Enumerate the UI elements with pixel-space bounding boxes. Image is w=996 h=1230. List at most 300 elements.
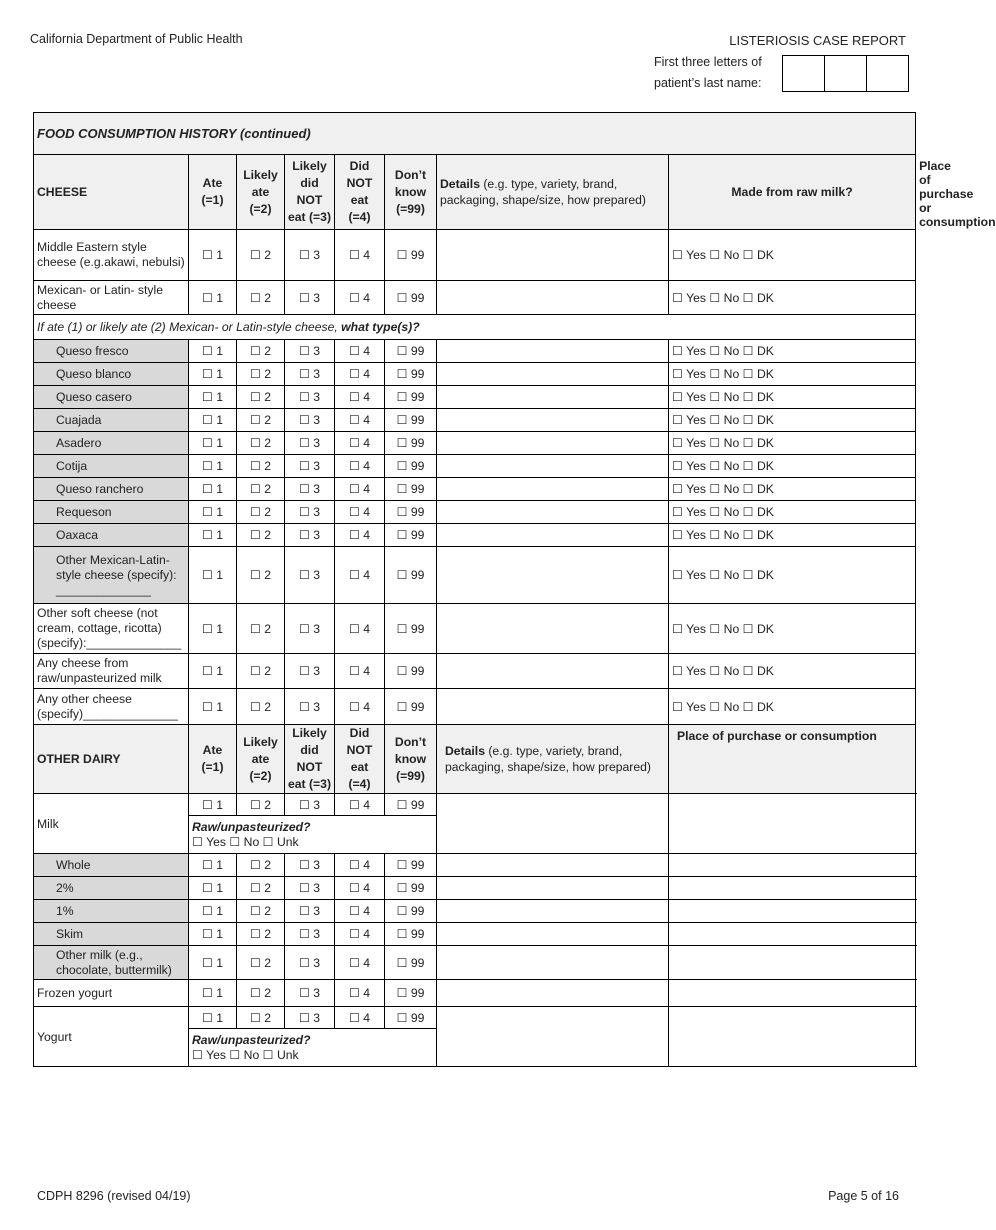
milk-type-2-place[interactable]	[669, 877, 916, 900]
cheese-subtype-2-choice-2[interactable]	[237, 363, 285, 386]
checkbox-3: ☐ 3	[298, 621, 321, 636]
milk-type-1-place[interactable]	[669, 854, 916, 877]
raw-question-label: Raw/unpasteurized?	[192, 1032, 311, 1047]
checkbox-99: ☐ 99	[396, 290, 425, 305]
checkbox-1: ☐ 1	[201, 621, 224, 636]
cheese-subtype-5-choice-4[interactable]	[335, 432, 385, 455]
col-likely-not-line2: did NOT	[296, 176, 323, 207]
cheese-subtype-5-choice-1[interactable]	[189, 432, 237, 455]
cheese-subtype-9-choice-1[interactable]	[189, 524, 237, 547]
milk-type-2-choice-1[interactable]	[189, 877, 237, 900]
checkbox-1: ☐ 1	[201, 290, 224, 305]
milk-type-3-choice-99[interactable]	[385, 900, 437, 923]
yes-no-dk-options: ☐ Yes ☐ No ☐ DK	[672, 367, 774, 381]
mexican-latin-details[interactable]	[437, 281, 669, 315]
mexican-latin-choice-1[interactable]	[189, 281, 237, 315]
yogurt-details[interactable]	[437, 1007, 669, 1067]
checkbox-3: ☐ 3	[298, 390, 321, 404]
cheese-subtype-4-choice-1[interactable]	[189, 409, 237, 432]
checkbox-4: ☐ 4	[348, 413, 371, 427]
cheese-subtype-2-choice-99[interactable]	[385, 363, 437, 386]
checkbox-2: ☐ 2	[249, 344, 272, 358]
col-details-header	[437, 725, 669, 794]
any-raw-cheese-choice-3[interactable]	[285, 654, 335, 689]
cheese-subtype-8-choice-3[interactable]	[285, 501, 335, 524]
checkbox-2: ☐ 2	[249, 927, 272, 941]
cheese-subtype-5-label: Asadero	[34, 432, 189, 455]
cheese-subtype-9-raw-milk[interactable]	[669, 524, 916, 547]
cheese-row	[34, 604, 916, 654]
checkbox-3: ☐ 3	[298, 436, 321, 450]
checkbox-2: ☐ 2	[249, 881, 272, 895]
checkbox-2: ☐ 2	[249, 904, 272, 918]
col-ate-header	[189, 725, 237, 794]
cheese-subtype-4-choice-99[interactable]	[385, 409, 437, 432]
mexican-latin-choice-3[interactable]	[285, 281, 335, 315]
checkbox-4: ☐ 4	[348, 436, 371, 450]
checkbox-4: ☐ 4	[348, 797, 371, 812]
checkbox-2: ☐ 2	[249, 248, 272, 262]
milk-raw-question[interactable]	[189, 816, 437, 854]
place-label: Place of purchase or consumption	[919, 159, 996, 229]
mexican-latin-raw-milk[interactable]	[669, 281, 916, 315]
letter-box-2[interactable]	[825, 56, 867, 91]
yogurt-choice-3[interactable]	[285, 1007, 335, 1029]
cheese-subtype-1-choice-1[interactable]	[189, 340, 237, 363]
mexican-latin-label: Mexican- or Latin- style cheese	[34, 281, 189, 315]
checkbox-3: ☐ 3	[298, 955, 321, 970]
milk-type-4-place[interactable]	[669, 923, 916, 946]
cheese-subtype-3-choice-3[interactable]	[285, 386, 335, 409]
dairy-row	[34, 946, 916, 980]
milk-place[interactable]	[669, 794, 916, 854]
checkbox-4: ☐ 4	[348, 290, 371, 305]
frozen-yogurt-choice-1[interactable]	[189, 980, 237, 1007]
checkbox-1: ☐ 1	[201, 797, 224, 812]
checkbox-99: ☐ 99	[396, 459, 425, 473]
cheese-subtype-1-choice-4[interactable]	[335, 340, 385, 363]
milk-type-3-label: 1%	[34, 900, 189, 923]
name-label-line1: First three letters of	[654, 55, 762, 69]
other-soft-cheese-label: Other soft cheese (not cream, cottage, ricotta) (specify):______________	[34, 604, 189, 654]
milk-type-1-choice-1[interactable]	[189, 854, 237, 877]
cheese-subtype-3-choice-2[interactable]	[237, 386, 285, 409]
milk-type-4-details[interactable]	[437, 923, 669, 946]
any-other-cheese-details[interactable]	[437, 689, 669, 725]
milk-choice-99[interactable]	[385, 794, 437, 816]
other-mexican-latin-choice-99[interactable]	[385, 547, 437, 604]
col-did-not-line3: (=4)	[348, 777, 371, 791]
cheese-row	[34, 386, 916, 409]
other-soft-cheese-choice-99[interactable]	[385, 604, 437, 654]
cheese-subtype-8-choice-1[interactable]	[189, 501, 237, 524]
checkbox-99: ☐ 99	[396, 664, 425, 678]
checkbox-1: ☐ 1	[201, 482, 224, 496]
frozen-yogurt-choice-4[interactable]	[335, 980, 385, 1007]
other-milk-place[interactable]	[669, 946, 916, 980]
other-soft-cheese-choice-3[interactable]	[285, 604, 335, 654]
checkbox-99: ☐ 99	[396, 248, 425, 262]
any-other-cheese-choice-4[interactable]	[335, 689, 385, 725]
checkbox-4: ☐ 4	[348, 367, 371, 381]
cheese-subtype-8-details[interactable]	[437, 501, 669, 524]
checkbox-4: ☐ 4	[348, 1010, 371, 1025]
milk-type-2-choice-2[interactable]	[237, 877, 285, 900]
cheese-subtype-2-choice-1[interactable]	[189, 363, 237, 386]
other-mexican-latin-choice-4[interactable]	[335, 547, 385, 604]
other-mexican-latin-choice-1[interactable]	[189, 547, 237, 604]
any-raw-cheese-choice-1[interactable]	[189, 654, 237, 689]
milk-choice-3[interactable]	[285, 794, 335, 816]
any-raw-cheese-raw-milk[interactable]	[669, 654, 916, 689]
yes-no-dk-options: ☐ Yes ☐ No ☐ DK	[672, 436, 774, 450]
checkbox-3: ☐ 3	[298, 568, 321, 582]
cheese-subtype-6-raw-milk[interactable]	[669, 455, 916, 478]
checkbox-3: ☐ 3	[298, 986, 321, 1000]
milk-type-1-details[interactable]	[437, 854, 669, 877]
col-likely-not-line2: did NOT	[296, 743, 323, 774]
checkbox-1: ☐ 1	[201, 413, 224, 427]
cheese-subtype-1-choice-2[interactable]	[237, 340, 285, 363]
cheese-subtype-7-choice-1[interactable]	[189, 478, 237, 501]
col-dont-know-header	[385, 725, 437, 794]
details-label: Details	[440, 177, 480, 191]
checkbox-2: ☐ 2	[249, 858, 272, 872]
cheese-subtype-3-choice-1[interactable]	[189, 386, 237, 409]
cheese-subtype-3-choice-99[interactable]	[385, 386, 437, 409]
details-hint: (e.g. type, variety, brand, packaging, shape/size, how prepared)	[445, 744, 651, 774]
checkbox-3: ☐ 3	[298, 413, 321, 427]
col-ate-line2: (=1)	[201, 193, 224, 207]
dairy-header-row	[34, 725, 916, 794]
col-likely-ate-line2: ate	[251, 751, 270, 766]
checkbox-2: ☐ 2	[249, 986, 272, 1000]
cheese-subtype-6-choice-2[interactable]	[237, 455, 285, 478]
cheese-subtype-1-choice-3[interactable]	[285, 340, 335, 363]
checkbox-4: ☐ 4	[348, 664, 371, 678]
checkbox-2: ☐ 2	[249, 505, 272, 519]
col-likely-ate-line2: ate	[251, 184, 270, 199]
milk-type-4-choice-1[interactable]	[189, 923, 237, 946]
milk-type-3-choice-4[interactable]	[335, 900, 385, 923]
checkbox-99: ☐ 99	[396, 528, 425, 542]
other-soft-cheese-choice-4[interactable]	[335, 604, 385, 654]
cheese-subtype-8-raw-milk[interactable]	[669, 501, 916, 524]
cheese-row	[34, 654, 916, 689]
cheese-subtype-2-choice-3[interactable]	[285, 363, 335, 386]
middle-eastern-choice-99[interactable]	[385, 230, 437, 281]
any-raw-cheese-choice-2[interactable]	[237, 654, 285, 689]
page-number: Page 5 of 16	[828, 1189, 899, 1203]
other-milk-choice-1[interactable]	[189, 946, 237, 980]
yogurt-choice-99[interactable]	[385, 1007, 437, 1029]
other-milk-choice-2[interactable]	[237, 946, 285, 980]
checkbox-4: ☐ 4	[348, 344, 371, 358]
mexican-latin-choice-99[interactable]	[385, 281, 437, 315]
dairy-row	[34, 854, 916, 877]
checkbox-1: ☐ 1	[201, 904, 224, 918]
milk-type-1-choice-3[interactable]	[285, 854, 335, 877]
checkbox-99: ☐ 99	[396, 367, 425, 381]
raw-question-label: Raw/unpasteurized?	[192, 819, 311, 834]
raw-milk-label: Made from raw milk?	[731, 184, 853, 199]
other-soft-cheese-choice-2[interactable]	[237, 604, 285, 654]
checkbox-2: ☐ 2	[249, 413, 272, 427]
any-raw-cheese-label: Any cheese from raw/unpasteurized milk	[34, 654, 189, 689]
col-place-header	[669, 725, 916, 794]
agency-name: California Department of Public Health	[30, 32, 243, 46]
checkbox-3: ☐ 3	[298, 927, 321, 941]
cheese-subtype-6-choice-3[interactable]	[285, 455, 335, 478]
any-other-cheese-raw-milk[interactable]	[669, 689, 916, 725]
any-other-cheese-choice-1[interactable]	[189, 689, 237, 725]
checkbox-1: ☐ 1	[201, 390, 224, 404]
letter-box-3[interactable]	[867, 56, 908, 91]
checkbox-4: ☐ 4	[348, 505, 371, 519]
cheese-subtype-6-choice-99[interactable]	[385, 455, 437, 478]
checkbox-3: ☐ 3	[298, 881, 321, 895]
cheese-subtype-8-label: Requeson	[34, 501, 189, 524]
checkbox-99: ☐ 99	[396, 1010, 425, 1025]
other-mexican-latin-choice-3[interactable]	[285, 547, 335, 604]
milk-type-3-details[interactable]	[437, 900, 669, 923]
middle-eastern-choice-1[interactable]	[189, 230, 237, 281]
other-milk-choice-4[interactable]	[335, 946, 385, 980]
checkbox-1: ☐ 1	[201, 459, 224, 473]
cheese-subtype-5-choice-99[interactable]	[385, 432, 437, 455]
cheese-subtype-2-choice-4[interactable]	[335, 363, 385, 386]
milk-type-4-choice-4[interactable]	[335, 923, 385, 946]
any-raw-cheese-details[interactable]	[437, 654, 669, 689]
checkbox-99: ☐ 99	[396, 904, 425, 918]
col-did-not-line3: (=4)	[348, 210, 371, 224]
checkbox-1: ☐ 1	[201, 664, 224, 678]
milk-type-3-choice-2[interactable]	[237, 900, 285, 923]
col-likely-ate-line1: Likely	[243, 167, 278, 182]
col-details-header	[437, 155, 669, 230]
cheese-subtype-4-choice-3[interactable]	[285, 409, 335, 432]
checkbox-99: ☐ 99	[396, 955, 425, 970]
cheese-subtype-8-choice-99[interactable]	[385, 501, 437, 524]
cheese-subtype-7-details[interactable]	[437, 478, 669, 501]
cheese-subtype-6-details[interactable]	[437, 455, 669, 478]
cheese-subtype-3-choice-4[interactable]	[335, 386, 385, 409]
cheese-subtype-6-choice-1[interactable]	[189, 455, 237, 478]
yogurt-choice-4[interactable]	[335, 1007, 385, 1029]
col-likely-ate-header	[237, 155, 285, 230]
milk-type-4-choice-2[interactable]	[237, 923, 285, 946]
cheese-subtype-7-choice-4[interactable]	[335, 478, 385, 501]
middle-eastern-choice-2[interactable]	[237, 230, 285, 281]
col-likely-ate-line3: (=2)	[249, 768, 272, 783]
any-raw-cheese-choice-4[interactable]	[335, 654, 385, 689]
frozen-yogurt-place[interactable]	[669, 980, 916, 1007]
cheese-subtype-4-choice-4[interactable]	[335, 409, 385, 432]
last-name-letter-boxes	[782, 55, 909, 92]
cheese-subtype-8-choice-4[interactable]	[335, 501, 385, 524]
mexican-latin-choice-2[interactable]	[237, 281, 285, 315]
cheese-subtype-4-label: Cuajada	[34, 409, 189, 432]
checkbox-99: ☐ 99	[396, 881, 425, 895]
cheese-subtype-4-raw-milk[interactable]	[669, 409, 916, 432]
cheese-subtype-7-choice-2[interactable]	[237, 478, 285, 501]
checkbox-4: ☐ 4	[348, 390, 371, 404]
cheese-subtype-2-details[interactable]	[437, 363, 669, 386]
any-other-cheese-choice-99[interactable]	[385, 689, 437, 725]
checkbox-99: ☐ 99	[396, 436, 425, 450]
cheese-subtype-5-details[interactable]	[437, 432, 669, 455]
cheese-subtype-5-choice-3[interactable]	[285, 432, 335, 455]
middle-eastern-choice-4[interactable]	[335, 230, 385, 281]
cheese-subtype-9-choice-4[interactable]	[335, 524, 385, 547]
milk-choice-2[interactable]	[237, 794, 285, 816]
other-soft-cheese-choice-1[interactable]	[189, 604, 237, 654]
yogurt-choice-2[interactable]	[237, 1007, 285, 1029]
cheese-subtype-9-choice-3[interactable]	[285, 524, 335, 547]
middle-eastern-label: Middle Eastern style cheese (e.g.akawi, nebulsi)	[34, 230, 189, 281]
yes-no-dk-options: ☐ Yes ☐ No ☐ DK	[672, 459, 774, 473]
milk-type-3-place[interactable]	[669, 900, 916, 923]
cheese-subtype-7-raw-milk[interactable]	[669, 478, 916, 501]
checkbox-4: ☐ 4	[348, 459, 371, 473]
other-milk-label: Other milk (e.g., chocolate, buttermilk)	[34, 946, 189, 980]
middle-eastern-choice-3[interactable]	[285, 230, 335, 281]
col-dont-know-line2: know	[394, 751, 427, 766]
cheese-subtype-3-raw-milk[interactable]	[669, 386, 916, 409]
cheese-row	[34, 363, 916, 386]
cheese-subtype-3-details[interactable]	[437, 386, 669, 409]
other-soft-cheese-raw-milk[interactable]	[669, 604, 916, 654]
cheese-subtype-7-choice-99[interactable]	[385, 478, 437, 501]
col-dont-know-line1: Don’t	[394, 734, 427, 749]
other-milk-details[interactable]	[437, 946, 669, 980]
milk-choice-4[interactable]	[335, 794, 385, 816]
milk-type-1-choice-4[interactable]	[335, 854, 385, 877]
checkbox-1: ☐ 1	[201, 986, 224, 1000]
milk-type-4-label: Skim	[34, 923, 189, 946]
col-did-not-line1: Did NOT	[346, 726, 373, 757]
checkbox-2: ☐ 2	[249, 568, 272, 582]
checkbox-99: ☐ 99	[396, 927, 425, 941]
checkbox-2: ☐ 2	[249, 1010, 272, 1025]
cheese-row	[34, 501, 916, 524]
cheese-subtype-6-label: Cotija	[34, 455, 189, 478]
milk-type-4-choice-99[interactable]	[385, 923, 437, 946]
checkbox-2: ☐ 2	[249, 390, 272, 404]
checkbox-3: ☐ 3	[298, 664, 321, 678]
checkbox-1: ☐ 1	[201, 505, 224, 519]
any-other-cheese-choice-3[interactable]	[285, 689, 335, 725]
middle-eastern-raw-milk[interactable]	[669, 230, 916, 281]
checkbox-99: ☐ 99	[396, 858, 425, 872]
checkbox-2: ☐ 2	[249, 528, 272, 542]
cheese-subtype-1-choice-99[interactable]	[385, 340, 437, 363]
cheese-subtype-9-choice-2[interactable]	[237, 524, 285, 547]
milk-details[interactable]	[437, 794, 669, 854]
other-mexican-latin-raw-milk[interactable]	[669, 547, 916, 604]
cheese-subtype-4-details[interactable]	[437, 409, 669, 432]
dairy-row	[34, 900, 916, 923]
milk-type-4-choice-3[interactable]	[285, 923, 335, 946]
checkbox-3: ☐ 3	[298, 858, 321, 872]
yogurt-place[interactable]	[669, 1007, 916, 1067]
yes-no-dk-options: ☐ Yes ☐ No ☐ DK	[672, 390, 774, 404]
milk-type-3-choice-1[interactable]	[189, 900, 237, 923]
milk-type-1-choice-99[interactable]	[385, 854, 437, 877]
checkbox-1: ☐ 1	[201, 881, 224, 895]
milk-type-3-choice-3[interactable]	[285, 900, 335, 923]
frozen-yogurt-choice-3[interactable]	[285, 980, 335, 1007]
checkbox-4: ☐ 4	[348, 528, 371, 542]
cheese-row	[34, 478, 916, 501]
letter-box-1[interactable]	[783, 56, 825, 91]
other-soft-cheese-details[interactable]	[437, 604, 669, 654]
frozen-yogurt-details[interactable]	[437, 980, 669, 1007]
frozen-yogurt-choice-2[interactable]	[237, 980, 285, 1007]
cheese-subtype-1-raw-milk[interactable]	[669, 340, 916, 363]
cheese-row	[34, 524, 916, 547]
cheese-subtype-5-choice-2[interactable]	[237, 432, 285, 455]
col-ate-line1: Ate	[202, 176, 223, 190]
checkbox-1: ☐ 1	[201, 858, 224, 872]
cheese-subtype-8-choice-2[interactable]	[237, 501, 285, 524]
other-mexican-latin-choice-2[interactable]	[237, 547, 285, 604]
milk-type-1-choice-2[interactable]	[237, 854, 285, 877]
other-mexican-latin-details[interactable]	[437, 547, 669, 604]
checkbox-99: ☐ 99	[396, 390, 425, 404]
cheese-subtype-6-choice-4[interactable]	[335, 455, 385, 478]
cheese-subtype-5-raw-milk[interactable]	[669, 432, 916, 455]
any-raw-cheese-choice-99[interactable]	[385, 654, 437, 689]
place-label: Place of purchase or consumption	[677, 729, 877, 743]
mexican-latin-choice-4[interactable]	[335, 281, 385, 315]
cheese-subtype-9-choice-99[interactable]	[385, 524, 437, 547]
details-label: Details	[445, 744, 485, 758]
checkbox-99: ☐ 99	[396, 797, 425, 812]
yogurt-raw-question[interactable]	[189, 1029, 437, 1067]
milk-type-2-choice-99[interactable]	[385, 877, 437, 900]
milk-type-2-details[interactable]	[437, 877, 669, 900]
cheese-row	[34, 340, 916, 363]
cheese-subtype-1-label: Queso fresco	[34, 340, 189, 363]
report-title: LISTERIOSIS CASE REPORT	[729, 33, 906, 48]
checkbox-3: ☐ 3	[298, 1010, 321, 1025]
any-other-cheese-choice-2[interactable]	[237, 689, 285, 725]
col-ate-header	[189, 155, 237, 230]
frozen-yogurt-choice-99[interactable]	[385, 980, 437, 1007]
cheese-subtype-4-choice-2[interactable]	[237, 409, 285, 432]
col-likely-not-header	[285, 725, 335, 794]
checkbox-1: ☐ 1	[201, 699, 224, 714]
yogurt-choice-1[interactable]	[189, 1007, 237, 1029]
raw-options: ☐ Yes ☐ No ☐ Unk	[192, 1047, 299, 1062]
cheese-subtype-7-choice-3[interactable]	[285, 478, 335, 501]
checkbox-3: ☐ 3	[298, 248, 321, 262]
other-milk-choice-3[interactable]	[285, 946, 335, 980]
checkbox-2: ☐ 2	[249, 290, 272, 305]
milk-type-2-choice-3[interactable]	[285, 877, 335, 900]
milk-choice-1[interactable]	[189, 794, 237, 816]
dairy-row	[34, 794, 916, 816]
cheese-subtype-1-details[interactable]	[437, 340, 669, 363]
middle-eastern-details[interactable]	[437, 230, 669, 281]
checkbox-1: ☐ 1	[201, 344, 224, 358]
other-milk-choice-99[interactable]	[385, 946, 437, 980]
cheese-subtype-2-raw-milk[interactable]	[669, 363, 916, 386]
cheese-subtype-9-details[interactable]	[437, 524, 669, 547]
milk-type-2-choice-4[interactable]	[335, 877, 385, 900]
details-hint: (e.g. type, variety, brand, packaging, shape/size, how prepared)	[440, 177, 646, 207]
